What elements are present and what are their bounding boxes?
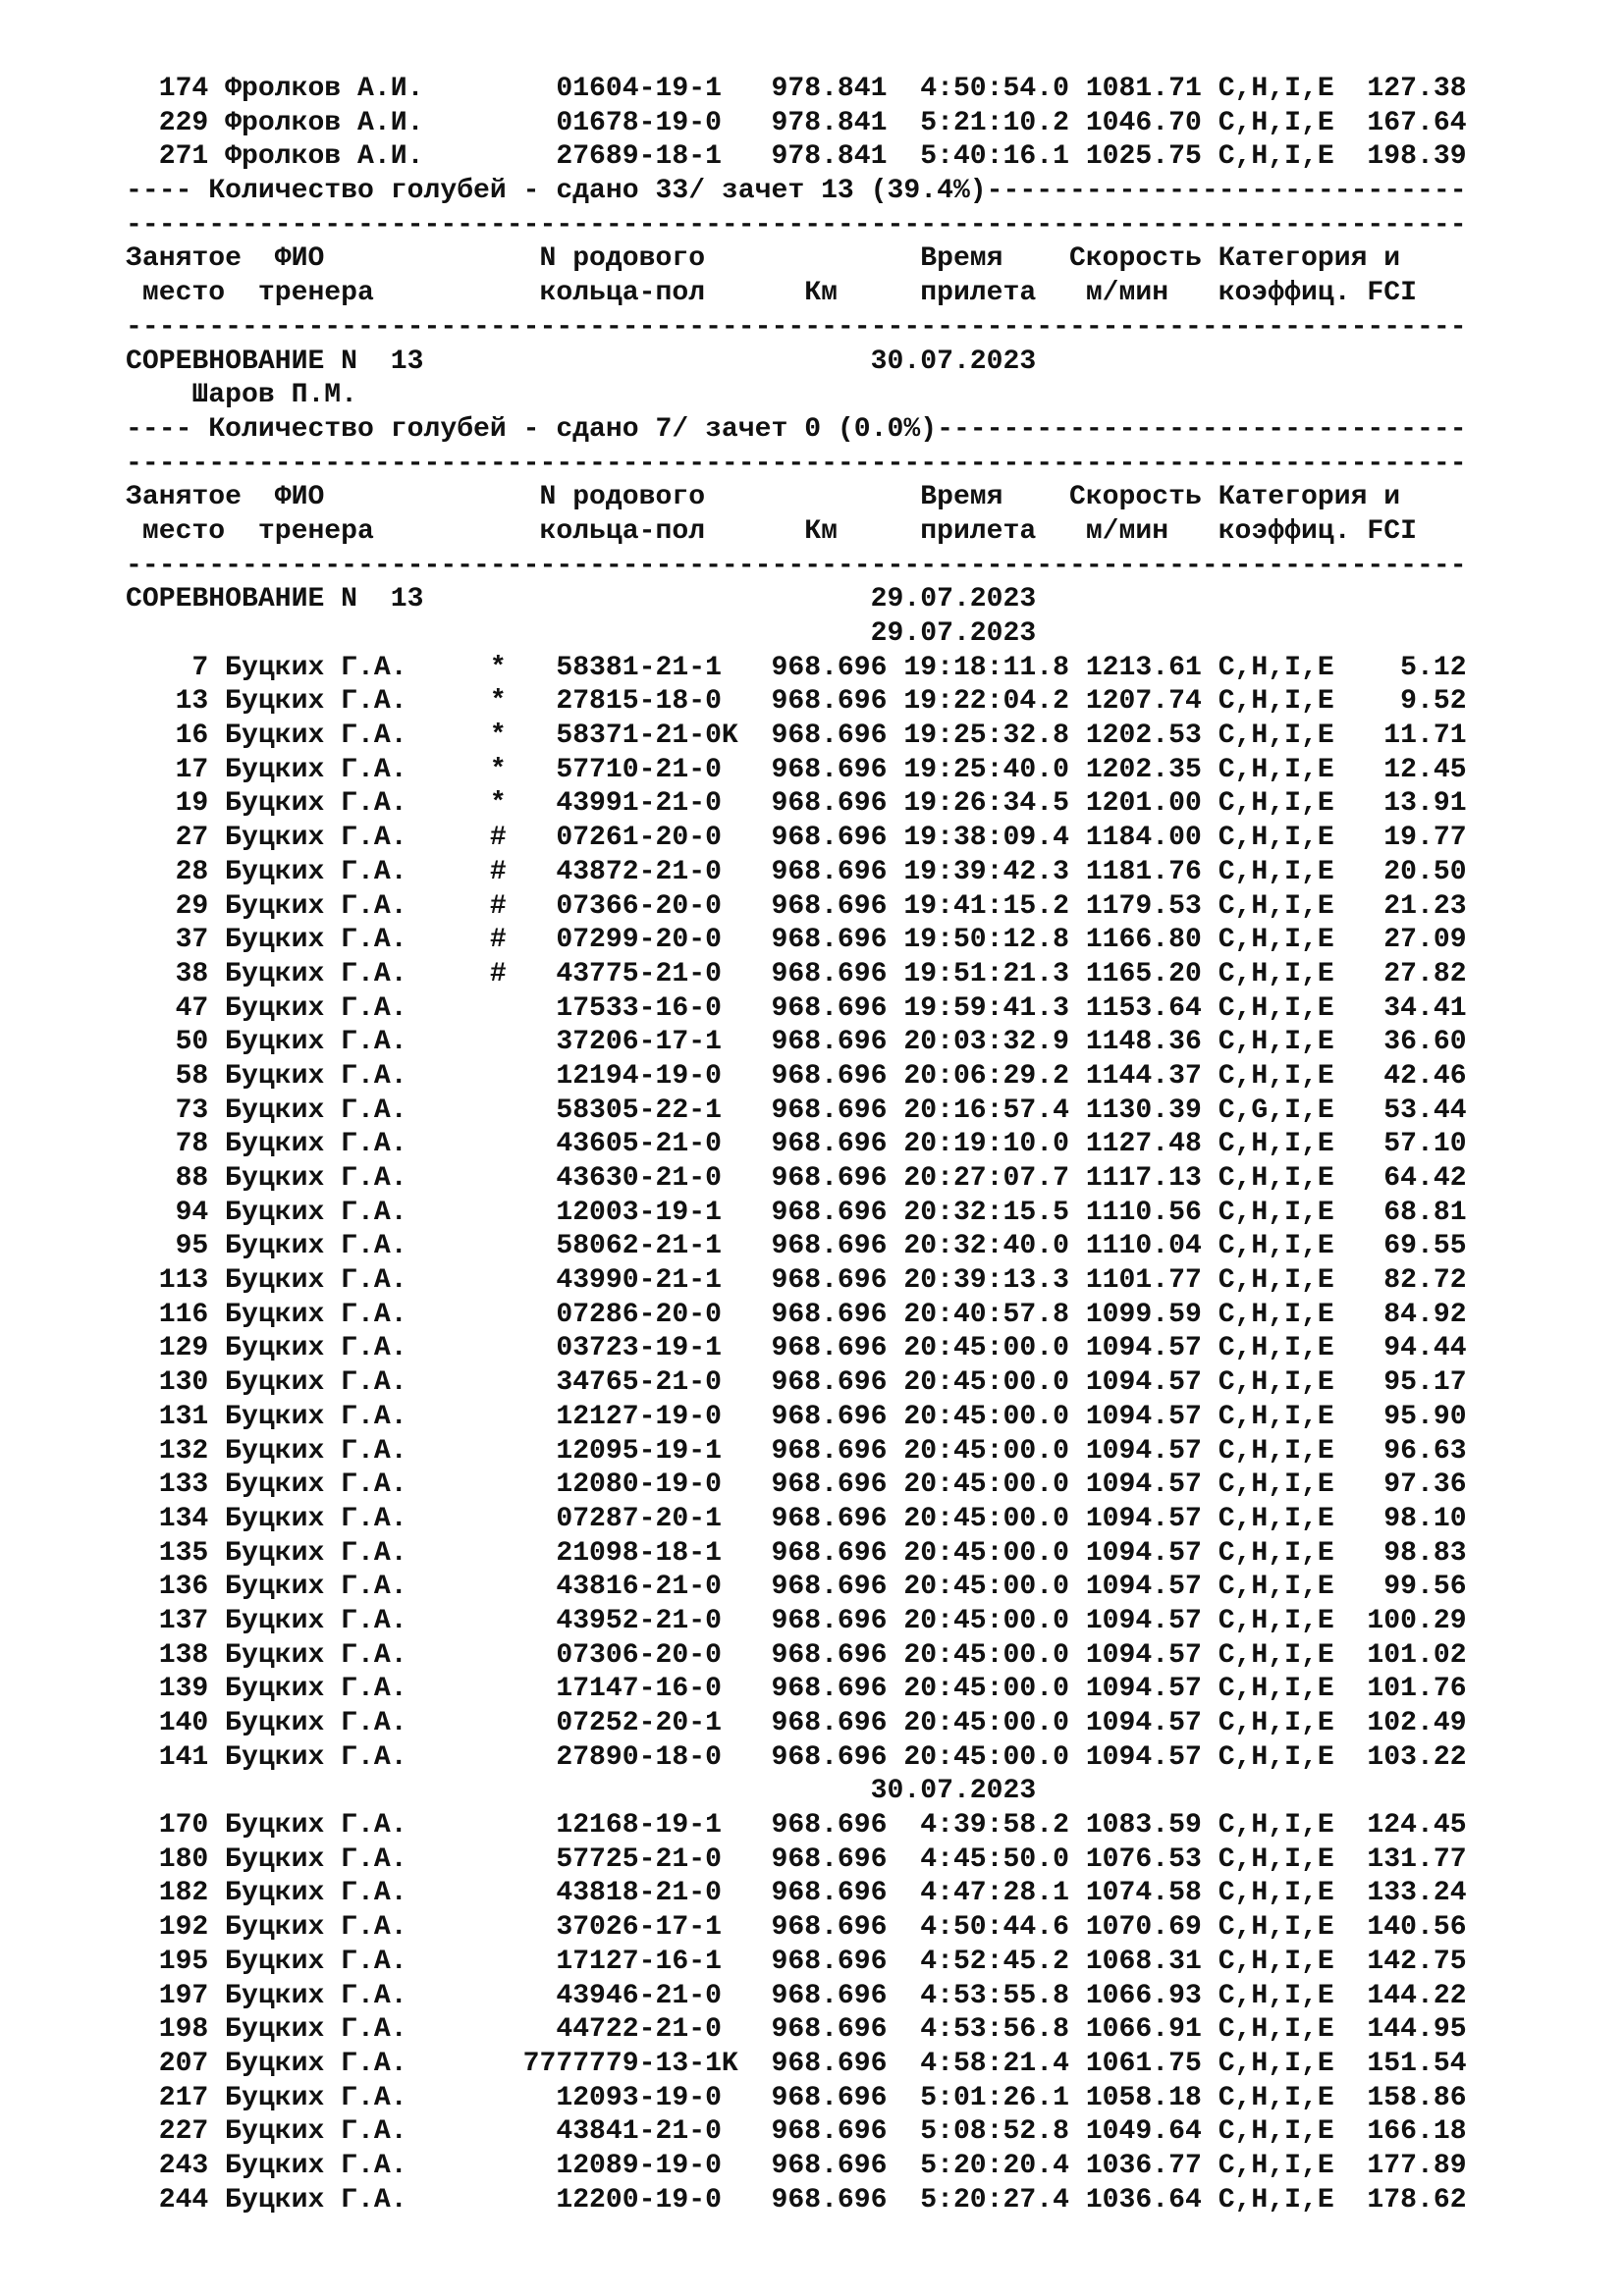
text-line: 16 Буцких Г.А. * 58371-21-0K 968.696 19:25:32.8 1202.53 C,H,I,E 11.71 — [126, 721, 1467, 752]
text-line: 47 Буцких Г.А. 17533-16-0 968.696 19:59:41.3 1153.64 C,H,I,E 34.41 — [126, 992, 1467, 1024]
text-line: 217 Буцких Г.А. 12093-19-0 968.696 5:01:26.1 1058.18 C,H,I,E 158.86 — [126, 2082, 1467, 2113]
text-line: 73 Буцких Г.А. 58305-22-1 968.696 20:16:57.4 1130.39 C,G,I,E 53.44 — [126, 1095, 1467, 1126]
text-line: 38 Буцких Г.А. # 43775-21-0 968.696 19:51:21.3 1165.20 C,H,I,E 27.82 — [126, 958, 1467, 989]
text-line: 244 Буцких Г.А. 12200-19-0 968.696 5:20:27.4 1036.64 C,H,I,E 178.62 — [126, 2184, 1467, 2216]
text-line: Занятое ФИО N родового Время Скорость Категория и — [126, 482, 1401, 513]
text-line: 180 Буцких Г.А. 57725-21-0 968.696 4:45:50.0 1076.53 C,H,I,E 131.77 — [126, 1843, 1467, 1875]
text-line: 134 Буцких Г.А. 07287-20-1 968.696 20:45:00.0 1094.57 C,H,I,E 98.10 — [126, 1503, 1467, 1534]
text-line: 13 Буцких Г.А. * 27815-18-0 968.696 19:22:04.2 1207.74 C,H,I,E 9.52 — [126, 686, 1467, 718]
text-line: 182 Буцких Г.А. 43818-21-0 968.696 4:47:28.1 1074.58 C,H,I,E 133.24 — [126, 1878, 1467, 1909]
text-line: 195 Буцких Г.А. 17127-16-1 968.696 4:52:45.2 1068.31 C,H,I,E 142.75 — [126, 1946, 1467, 1977]
text-line: 135 Буцких Г.А. 21098-18-1 968.696 20:45:00.0 1094.57 C,H,I,E 98.83 — [126, 1537, 1467, 1569]
text-line: --------------------------------------------------------------------------------- — [126, 448, 1467, 479]
text-line: 30.07.2023 — [126, 1776, 1037, 1807]
text-line: 7 Буцких Г.А. * 58381-21-1 968.696 19:18:11.8 1213.61 C,H,I,E 5.12 — [126, 652, 1467, 683]
text-line: 174 Фролков А.И. 01604-19-1 978.841 4:50:54.0 1081.71 C,H,I,E 127.38 — [126, 74, 1467, 104]
text-line: 198 Буцких Г.А. 44722-21-0 968.696 4:53:56.8 1066.91 C,H,I,E 144.95 — [126, 2014, 1467, 2046]
text-line: ---- Количество голубей - сдано 7/ зачет 0 (0.0%)-------------------------------- — [126, 413, 1467, 445]
text-line: место тренера кольца-пол Км прилета м/мин коэффиц. FCI — [126, 515, 1418, 547]
text-line: 78 Буцких Г.А. 43605-21-0 968.696 20:19:10.0 1127.48 C,H,I,E 57.10 — [126, 1129, 1467, 1160]
text-line: 28 Буцких Г.А. # 43872-21-0 968.696 19:39:42.3 1181.76 C,H,I,E 20.50 — [126, 856, 1467, 887]
text-line: 140 Буцких Г.А. 07252-20-1 968.696 20:45:00.0 1094.57 C,H,I,E 102.49 — [126, 1708, 1467, 1738]
text-line: 19 Буцких Г.А. * 43991-21-0 968.696 19:26:34.5 1201.00 C,H,I,E 13.91 — [126, 788, 1467, 820]
text-line: 138 Буцких Г.А. 07306-20-0 968.696 20:45:00.0 1094.57 C,H,I,E 101.02 — [126, 1639, 1467, 1671]
text-line: 50 Буцких Г.А. 37206-17-1 968.696 20:03:32.9 1148.36 C,H,I,E 36.60 — [126, 1027, 1467, 1058]
text-line: 132 Буцких Г.А. 12095-19-1 968.696 20:45:00.0 1094.57 C,H,I,E 96.63 — [126, 1435, 1467, 1467]
text-line: 88 Буцких Г.А. 43630-21-0 968.696 20:27:07.7 1117.13 C,H,I,E 64.42 — [126, 1163, 1467, 1194]
text-line: 129 Буцких Г.А. 03723-19-1 968.696 20:45:00.0 1094.57 C,H,I,E 94.44 — [126, 1333, 1467, 1364]
text-line: --------------------------------------------------------------------------------- — [126, 311, 1467, 343]
text-line: место тренера кольца-пол Км прилета м/мин коэффиц. FCI — [126, 278, 1418, 309]
text-line: 58 Буцких Г.А. 12194-19-0 968.696 20:06:29.2 1144.37 C,H,I,E 42.46 — [126, 1060, 1467, 1092]
text-line: Занятое ФИО N родового Время Скорость Категория и — [126, 243, 1401, 275]
text-line: 207 Буцких Г.А. 7777779-13-1K 968.696 4:58:21.4 1061.75 C,H,I,E 151.54 — [126, 2048, 1467, 2079]
text-line: 192 Буцких Г.А. 37026-17-1 968.696 4:50:44.6 1070.69 C,H,I,E 140.56 — [126, 1912, 1467, 1944]
text-line: --------------------------------------------------------------------------------- — [126, 550, 1467, 581]
text-line: 27 Буцких Г.А. # 07261-20-0 968.696 19:38:09.4 1184.00 C,H,I,E 19.77 — [126, 823, 1467, 854]
text-line: 139 Буцких Г.А. 17147-16-0 968.696 20:45:00.0 1094.57 C,H,I,E 101.76 — [126, 1674, 1467, 1705]
text-line: 229 Фролков А.И. 01678-19-0 978.841 5:21:10.2 1046.70 C,H,I,E 167.64 — [126, 107, 1467, 138]
text-line: --------------------------------------------------------------------------------- — [126, 209, 1467, 240]
text-line: 37 Буцких Г.А. # 07299-20-0 968.696 19:50:12.8 1166.80 C,H,I,E 27.09 — [126, 925, 1467, 956]
text-line: СОРЕВНОВАНИЕ N 13 29.07.2023 — [126, 584, 1037, 615]
text-line: 130 Буцких Г.А. 34765-21-0 968.696 20:45:00.0 1094.57 C,H,I,E 95.17 — [126, 1367, 1467, 1399]
text-line: 197 Буцких Г.А. 43946-21-0 968.696 4:53:55.8 1066.93 C,H,I,E 144.22 — [126, 1980, 1467, 2011]
text-line: 243 Буцких Г.А. 12089-19-0 968.696 5:20:20.4 1036.77 C,H,I,E 177.89 — [126, 2150, 1467, 2181]
text-line: 29.07.2023 — [126, 618, 1037, 649]
text-line: 133 Буцких Г.А. 12080-19-0 968.696 20:45:00.0 1094.57 C,H,I,E 97.36 — [126, 1469, 1467, 1501]
text-line: ---- Количество голубей - сдано 33/ зачет 13 (39.4%)----------------------------- — [126, 176, 1467, 207]
text-line: Шаров П.М. — [126, 380, 358, 411]
text-line: 116 Буцких Г.А. 07286-20-0 968.696 20:40:57.8 1099.59 C,H,I,E 84.92 — [126, 1299, 1467, 1330]
text-line: 170 Буцких Г.А. 12168-19-1 968.696 4:39:58.2 1083.59 C,H,I,E 124.45 — [126, 1810, 1467, 1842]
results-printout — [126, 73, 1598, 2217]
text-line: 141 Буцких Г.А. 27890-18-0 968.696 20:45:00.0 1094.57 C,H,I,E 103.22 — [126, 1741, 1467, 1773]
text-line: 271 Фролков А.И. 27689-18-1 978.841 5:40:16.1 1025.75 C,H,I,E 198.39 — [126, 141, 1467, 173]
text-line: 227 Буцких Г.А. 43841-21-0 968.696 5:08:52.8 1049.64 C,H,I,E 166.18 — [126, 2116, 1467, 2148]
text-line: 95 Буцких Г.А. 58062-21-1 968.696 20:32:40.0 1110.04 C,H,I,E 69.55 — [126, 1231, 1467, 1262]
text-line: 29 Буцких Г.А. # 07366-20-0 968.696 19:41:15.2 1179.53 C,H,I,E 21.23 — [126, 890, 1467, 922]
text-line: 17 Буцких Г.А. * 57710-21-0 968.696 19:25:40.0 1202.35 C,H,I,E 12.45 — [126, 754, 1467, 785]
text-line: 136 Буцких Г.А. 43816-21-0 968.696 20:45:00.0 1094.57 C,H,I,E 99.56 — [126, 1572, 1467, 1603]
text-line: 94 Буцких Г.А. 12003-19-1 968.696 20:32:15.5 1110.56 C,H,I,E 68.81 — [126, 1197, 1467, 1228]
text-line: 113 Буцких Г.А. 43990-21-1 968.696 20:39:13.3 1101.77 C,H,I,E 82.72 — [126, 1265, 1467, 1297]
text-line: СОРЕВНОВАНИЕ N 13 30.07.2023 — [126, 346, 1037, 377]
text-line: 131 Буцких Г.А. 12127-19-0 968.696 20:45:00.0 1094.57 C,H,I,E 95.90 — [126, 1401, 1467, 1432]
text-line: 137 Буцких Г.А. 43952-21-0 968.696 20:45:00.0 1094.57 C,H,I,E 100.29 — [126, 1605, 1467, 1636]
